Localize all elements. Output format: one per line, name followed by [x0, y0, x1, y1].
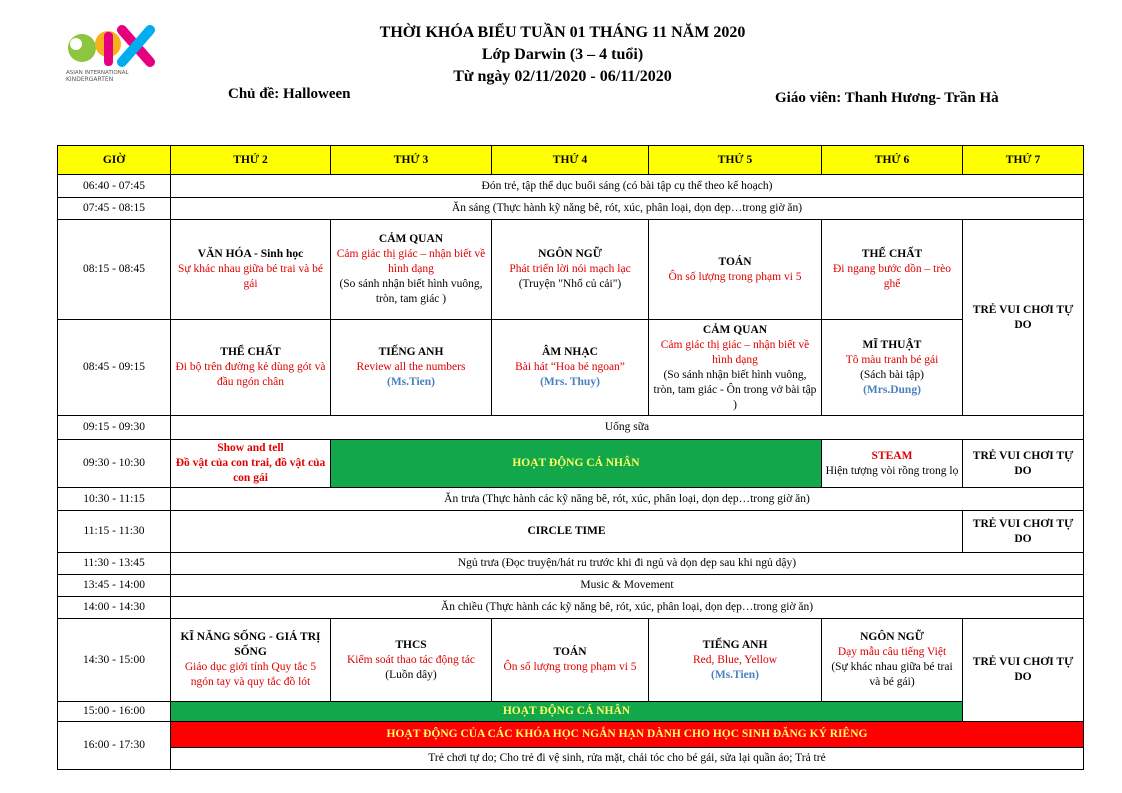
free-play-cell: Trẻ chơi tự do; Cho trẻ đi vệ sinh, rửa mặt, chải tóc cho bé gái, sửa lại quần áo; Trả trẻ [171, 748, 1084, 770]
time-cell: 13:45 - 14:00 [58, 575, 171, 597]
table-row [58, 702, 1084, 722]
table-row [58, 575, 1084, 597]
lesson: Ôn số lượng trong phạm vi 5 [668, 270, 802, 283]
lesson: Review all the numbers [356, 361, 466, 373]
lesson: Dạy mẫu câu tiếng Việt [837, 646, 947, 658]
lesson: Ôn số lượng trong phạm vi 5 [503, 661, 637, 673]
lesson: Phát triển lời nói mạch lạc [509, 263, 631, 275]
arrival-cell: Đón trẻ, tập thể dục buổi sáng (có bài tập cụ thể theo kế hoạch) [171, 175, 1084, 198]
subject: TIẾNG ANH [378, 346, 444, 358]
activity-cell [171, 440, 331, 488]
activity-cell [171, 320, 331, 416]
subject: THỂ CHẤT [861, 248, 923, 260]
subject: TOÁN [553, 646, 587, 658]
time-cell: 09:15 - 09:30 [58, 416, 171, 440]
note: (So sánh nhận biết hình vuông, tròn, tam giác ) [339, 278, 483, 305]
individual-activity: HOẠT ĐỘNG CÁ NHÂN [171, 702, 963, 722]
note: Hiện tượng vòi rồng trong lọ [825, 464, 959, 477]
circle-time-cell: CIRCLE TIME [171, 511, 963, 553]
time-cell: 07:45 - 08:15 [58, 198, 171, 220]
lesson: Tô màu tranh bé gái [845, 353, 939, 366]
activity-cell [492, 619, 649, 702]
col-wed: THỨ 4 [492, 146, 649, 175]
class-line: Lớp Darwin (3 – 4 tuổi) [481, 46, 644, 63]
activity-cell [822, 440, 963, 488]
individual-activity: HOẠT ĐỘNG CÁ NHÂN [331, 440, 822, 488]
lesson: Cảm giác thị giác – nhận biết về hình dạng [660, 338, 810, 366]
activity-cell [331, 619, 492, 702]
time-cell: 14:00 - 14:30 [58, 597, 171, 619]
breakfast-cell: Ăn sáng (Thực hành kỹ năng bê, rót, xúc, phân loại, dọn dẹp…trong giờ ăn) [171, 198, 1084, 220]
table-row [58, 553, 1084, 575]
snack-cell: Ăn chiều (Thực hành các kỹ năng bê, rót, xúc, phân loại, dọn dẹp…trong giờ ăn) [171, 597, 1084, 619]
table-row [58, 511, 1084, 553]
lesson: Sự khác nhau giữa bé trai và bé gái [178, 263, 323, 290]
activity-cell [649, 320, 822, 416]
activity-cell [492, 320, 649, 416]
col-thu: THỨ 5 [649, 146, 822, 175]
lesson: Đồ vật của con trai, đồ vật của con gái [175, 457, 326, 484]
milk-cell: Uống sữa [171, 416, 1084, 440]
col-fri: THỨ 6 [822, 146, 963, 175]
lunch-cell: Ăn trưa (Thực hành các kỹ năng bê, rót, xúc, phân loại, dọn dẹp…trong giờ ăn) [171, 488, 1084, 511]
header-titles [300, 22, 825, 88]
nap-cell: Ngủ trưa (Đọc truyện/hát ru trước khi đi ngủ và dọn dẹp sau khi ngủ dậy) [171, 553, 1084, 575]
lesson: Cảm giác thị giác – nhận biết về hình dạng [336, 248, 486, 275]
subject: THCS [395, 638, 427, 651]
lesson: Đi ngang bước dồn – trèo ghế [832, 263, 952, 290]
activity-cell [492, 220, 649, 320]
activity-cell [822, 619, 963, 702]
table-row [58, 416, 1084, 440]
subject: CẢM QUAN [702, 323, 768, 336]
teacher-name: (Mrs.Dung) [863, 383, 921, 396]
note: (Sách bài tập) [860, 368, 924, 381]
school-logo [60, 22, 164, 86]
table-row [58, 320, 1084, 416]
col-mon: THỨ 2 [171, 146, 331, 175]
logo-sub2: KINDERGARTEN [66, 76, 114, 83]
saturday-free-play: TRẺ VUI CHƠI TỰ DO [963, 619, 1084, 722]
activity-cell [171, 619, 331, 702]
note: (Truyện "Nhổ củ cải") [518, 278, 622, 290]
teacher-name: (Ms.Tien) [386, 376, 436, 388]
activity-cell [331, 320, 492, 416]
table-row [58, 175, 1084, 198]
table-row [58, 488, 1084, 511]
subject: VĂN HÓA - Sinh học [197, 248, 304, 260]
saturday-free-play: TRẺ VUI CHƠI TỰ DO [963, 511, 1084, 553]
logo-sub1: ASIAN INTERNATIONAL [66, 70, 129, 76]
subject: TOÁN [718, 255, 752, 268]
time-cell: 14:30 - 15:00 [58, 619, 171, 702]
note: (Luồn dây) [385, 668, 437, 681]
activity-cell [649, 619, 822, 702]
timetable [57, 145, 1084, 770]
note: (So sánh nhận biết hình vuông, tròn, tam giác - Ôn trong vở bài tập ) [653, 368, 817, 411]
time-cell: 11:15 - 11:30 [58, 511, 171, 553]
saturday-free-play: TRẺ VUI CHƠI TỰ DO [963, 440, 1084, 488]
time-cell: 09:30 - 10:30 [58, 440, 171, 488]
col-sat: THỨ 7 [963, 146, 1084, 175]
music-cell: Music & Movement [171, 575, 1084, 597]
time-cell: 06:40 - 07:45 [58, 175, 171, 198]
lesson: Đi bộ trên đường kẻ dùng gót và đầu ngón chân [175, 361, 326, 388]
teacher: Giáo viên: Thanh Hương- Trần Hà [775, 90, 999, 106]
subject: CẢM QUAN [378, 233, 444, 245]
activity-cell [649, 220, 822, 320]
activity-cell [331, 220, 492, 320]
table-row [58, 722, 1084, 748]
table-row [58, 748, 1084, 770]
time-cell: 11:30 - 13:45 [58, 553, 171, 575]
time-cell: 08:45 - 09:15 [58, 320, 171, 416]
table-row [58, 198, 1084, 220]
activity-cell [822, 320, 963, 416]
lesson: Bài hát “Hoa bé ngoan” [515, 361, 625, 373]
table-row [58, 597, 1084, 619]
header-row [58, 146, 1084, 175]
subject: TIẾNG ANH [702, 638, 768, 651]
table-row [58, 619, 1084, 702]
subject: NGÔN NGỮ [538, 248, 602, 260]
time-cell: 10:30 - 11:15 [58, 488, 171, 511]
time-cell: 16:00 - 17:30 [58, 722, 171, 770]
activity-cell [822, 220, 963, 320]
topic: Chủ đề: Halloween [228, 86, 351, 102]
lesson: Red, Blue, Yellow [692, 653, 778, 666]
subject: STEAM [871, 449, 913, 462]
table-row [58, 440, 1084, 488]
subject: THỂ CHẤT [220, 346, 281, 358]
short-course-cell: HOẠT ĐỘNG CỦA CÁC KHÓA HỌC NGẮN HẠN DÀNH CHO HỌC SINH ĐĂNG KÝ RIÊNG [171, 722, 1084, 748]
subject: MĨ THUẬT [862, 338, 922, 351]
date-line: Từ ngày 02/11/2020 - 06/11/2020 [453, 68, 672, 85]
time-cell: 15:00 - 16:00 [58, 702, 171, 722]
page-title: THỜI KHÓA BIỂU TUẦN 01 THÁNG 11 NĂM 2020 [379, 24, 746, 41]
subject: Show and tell [217, 442, 284, 454]
col-time: GIỜ [58, 146, 171, 175]
teacher-name: (Ms.Tien) [710, 668, 760, 681]
subject: KĨ NĂNG SỐNG - GIÁ TRỊ SỐNG [180, 631, 321, 658]
lesson: Kiểm soát thao tác động tác [346, 653, 476, 666]
lesson: Giáo dục giới tính Quy tắc 5 ngón tay và quy tắc đồ lót [184, 661, 317, 688]
saturday-free-play: TRẺ VUI CHƠI TỰ DO [963, 220, 1084, 416]
table-row [58, 220, 1084, 320]
col-tue: THỨ 3 [331, 146, 492, 175]
subject: NGÔN NGỮ [860, 631, 924, 643]
subject: ÂM NHẠC [542, 346, 598, 358]
activity-cell [171, 220, 331, 320]
note: (Sự khác nhau giữa bé trai và bé gái) [831, 661, 953, 688]
teacher-name: (Mrs. Thuy) [540, 376, 600, 388]
time-cell: 08:15 - 08:45 [58, 220, 171, 320]
